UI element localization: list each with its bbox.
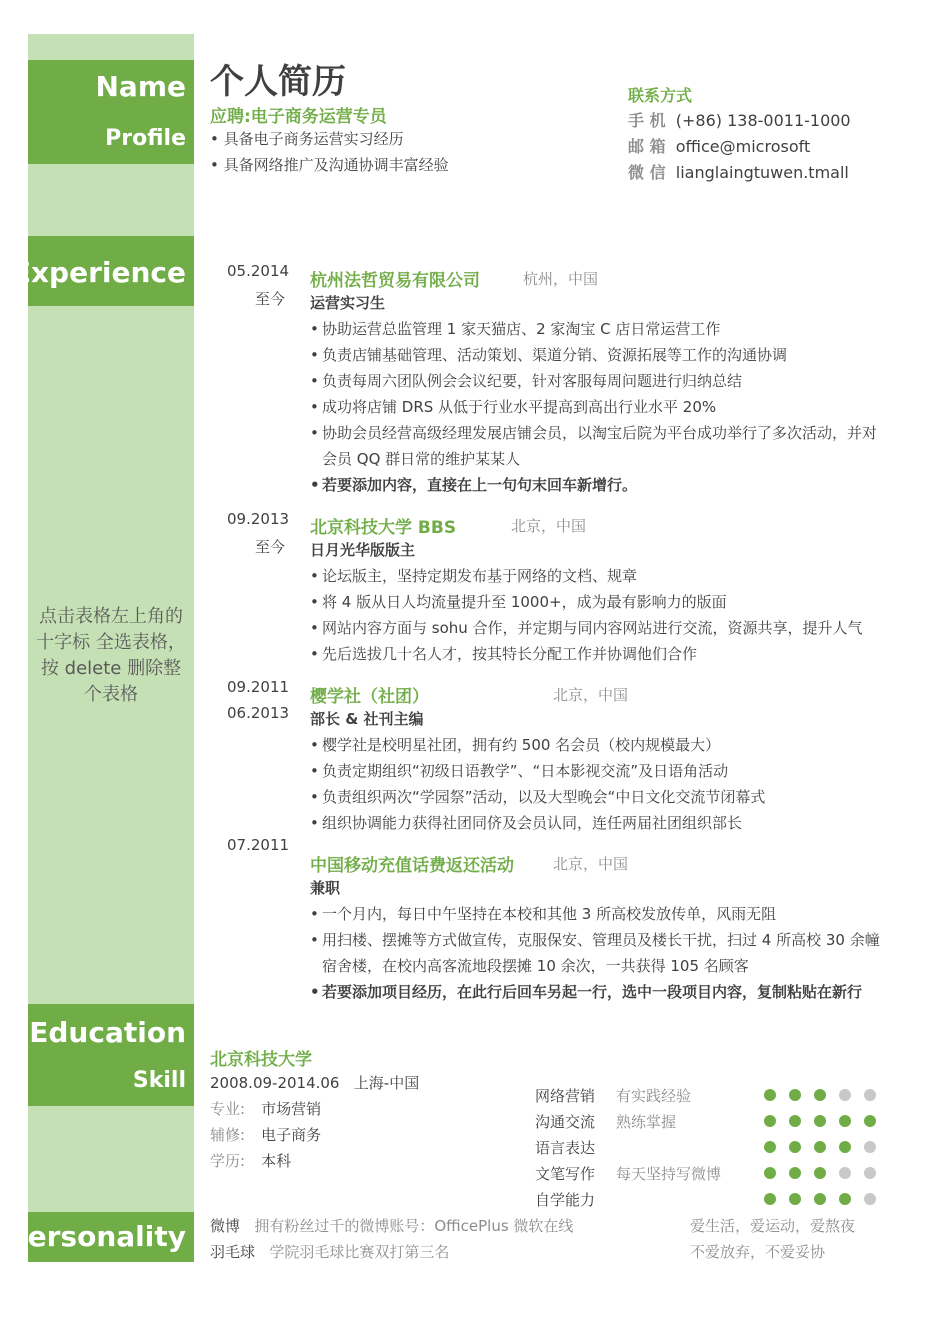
skill-desc: 每天坚持写微博 [616,1165,722,1183]
summary-item: • 具备电子商务运营实习经历 [210,130,404,148]
skill-label: Skill [132,1068,186,1093]
education-period: 2008.09-2014.06 上海-中国 [210,1074,420,1092]
contact-email: 邮 箱 office@microsoft [628,137,811,156]
rating-dot-empty [839,1089,851,1101]
sidebar-note: 点击表格左上角的 十字标 全选表格，按 delete 删除整个表格 [36,606,186,705]
exp-location: 北京，中国 [553,686,629,704]
exp-bullet: • 协助会员经营高级经理发展店铺会员，以淘宝后院为平台成功举行了多次活动，并对 [310,424,878,442]
rating-dot-filled [764,1141,776,1153]
exp-role: 部长 & 社刊主编 [310,710,424,728]
exp-bullet-hint: • 若要添加内容，直接在上一句句末回车新增行。 [310,476,638,494]
rating-dot-filled [814,1089,826,1101]
exp-location: 杭州，中国 [523,270,599,288]
exp-date-start: 07.2011 [227,836,290,854]
exp-org: 北京科技大学 BBS [310,518,457,538]
experience-label: Experience [11,256,186,289]
education-school: 北京科技大学 [210,1050,312,1070]
exp-bullet: • 组织协调能力获得社团同侪及会员认同，连任两届社团组织部长 [310,814,743,832]
education-row-major: 专业: 市场营销 [210,1100,322,1118]
skill-name: 语言表达 [535,1139,596,1157]
exp-date-end: 至今 [255,538,286,556]
exp-bullet: • 成功将店铺 DRS 从低于行业水平提高到高出行业水平 20% [310,398,717,416]
contact-phone: 手 机 (+86) 138-0011-1000 [628,111,851,130]
exp-org: 樱学社（社团） [310,687,429,707]
skill-desc: 有实践经验 [616,1087,692,1105]
rating-dot-filled [789,1089,801,1101]
rating-dot-filled [764,1115,776,1127]
name-label: Name [95,70,186,103]
rating-dot-filled [814,1167,826,1179]
exp-date-end: 06.2013 [227,704,290,722]
rating-dot-filled [764,1089,776,1101]
exp-org: 杭州法哲贸易有限公司 [310,271,480,291]
skill-name: 网络营销 [535,1087,596,1105]
exp-bullet: • 负责组织两次“学园祭”活动，以及大型晚会“中日文化交流节闭幕式 [310,788,766,806]
rating-dot-empty [864,1193,876,1205]
sidebar-experience-block [11,236,194,306]
exp-bullet: • 先后选拔几十名人才，按其特长分配工作并协调他们合作 [310,645,698,663]
skill-name: 沟通交流 [535,1113,596,1131]
education-row-degree: 学历: 本科 [210,1152,292,1170]
rating-dot-filled [789,1141,801,1153]
exp-bullet: • 负责定期组织“初级日语教学”、“日本影视交流”及日语角活动 [310,762,729,780]
trait-line: 不爱放弃，不爱妥协 [690,1243,826,1261]
personality-label: Personality [7,1220,186,1253]
exp-date-start: 05.2014 [227,262,290,280]
sidebar-spacer-1 [28,164,194,236]
rating-dot-filled [814,1141,826,1153]
hobby-weibo: 微博 拥有粉丝过千的微博账号：OfficePlus 微软在线 [210,1217,574,1235]
job-target: 应聘:电子商务运营专员 [210,107,387,127]
rating-dot-filled [789,1193,801,1205]
rating-dot-empty [839,1167,851,1179]
exp-location: 北京，中国 [511,517,587,535]
exp-bullet: • 将 4 版从日人均流量提升至 1000+，成为最有影响力的版面 [310,593,727,611]
rating-dot-empty [864,1089,876,1101]
contact-heading: 联系方式 [628,86,693,105]
sidebar-personality-block [7,1212,194,1262]
profile-label: Profile [105,126,186,151]
exp-date-start: 09.2013 [227,510,290,528]
rating-dot-filled [839,1141,851,1153]
education-row-minor: 辅修: 电子商务 [210,1126,322,1144]
trait-line: 爱生活，爱运动，爱熬夜 [690,1217,856,1235]
hobby-badminton: 羽毛球 学院羽毛球比赛双打第三名 [210,1243,450,1261]
exp-bullet: • 樱学社是校明星社团，拥有约 500 名会员（校内规模最大） [310,736,721,754]
rating-dot-filled [814,1115,826,1127]
exp-bullet: • 用扫楼、摆摊等方式做宣传，克服保安、管理员及楼长干扰，扫过 4 所高校 30 余幢 [310,931,880,949]
skill-name: 自学能力 [535,1191,596,1209]
exp-bullet-continued: 宿舍楼，在校内高客流地段摆摊 10 余次，一共获得 105 名顾客 [322,957,749,975]
exp-bullet: • 一个月内，每日中午坚持在本校和其他 3 所高校发放传单，风雨无阻 [310,905,777,923]
sidebar-top-light [28,34,194,60]
exp-bullet: • 网站内容方面与 sohu 合作，并定期与同内容网站进行交流，资源共享，提升人气 [310,619,863,637]
exp-role: 运营实习生 [310,294,386,312]
rating-dot-filled [839,1115,851,1127]
sidebar-spacer-2 [28,1106,194,1212]
summary-item: • 具备网络推广及沟通协调丰富经验 [210,156,449,174]
contact-wechat: 微 信 lianglaingtuwen.tmall [628,163,849,182]
rating-dot-empty [864,1167,876,1179]
sidebar-name-block [28,60,194,164]
education-label: Education [29,1016,186,1049]
rating-dot-filled [789,1167,801,1179]
exp-date-end: 至今 [255,290,286,308]
exp-bullet-hint: • 若要添加项目经历，在此行后回车另起一行，选中一段项目内容，复制粘贴在新行 [310,983,863,1001]
exp-bullet: • 负责每周六团队例会会议纪要，针对客服每周问题进行归纳总结 [310,372,743,390]
exp-location: 北京，中国 [553,855,629,873]
rating-dot-filled [764,1167,776,1179]
exp-org: 中国移动充值话费返还活动 [310,856,514,876]
exp-date-start: 09.2011 [227,678,290,696]
exp-role: 兼职 [310,879,341,897]
rating-dot-filled [764,1193,776,1205]
exp-bullet: • 论坛版主，坚持定期发布基于网络的文档、规章 [310,567,638,585]
sidebar-education-block [28,1004,194,1106]
rating-dot-filled [814,1193,826,1205]
rating-dot-filled [839,1193,851,1205]
exp-role: 日月光华版版主 [310,541,416,559]
rating-dot-filled [864,1115,876,1127]
skill-desc: 熟练掌握 [616,1113,677,1131]
exp-bullet: • 负责店铺基础管理、活动策划、渠道分销、资源拓展等工作的沟通协调 [310,346,788,364]
page-title: 个人简历 [210,62,346,102]
rating-dot-filled [789,1115,801,1127]
rating-dot-empty [864,1141,876,1153]
skill-name: 文笔写作 [535,1165,596,1183]
exp-bullet-continued: 会员 QQ 群日常的维护某某人 [322,450,521,468]
exp-bullet: • 协助运营总监管理 1 家天猫店、2 家淘宝 C 店日常运营工作 [310,320,721,338]
